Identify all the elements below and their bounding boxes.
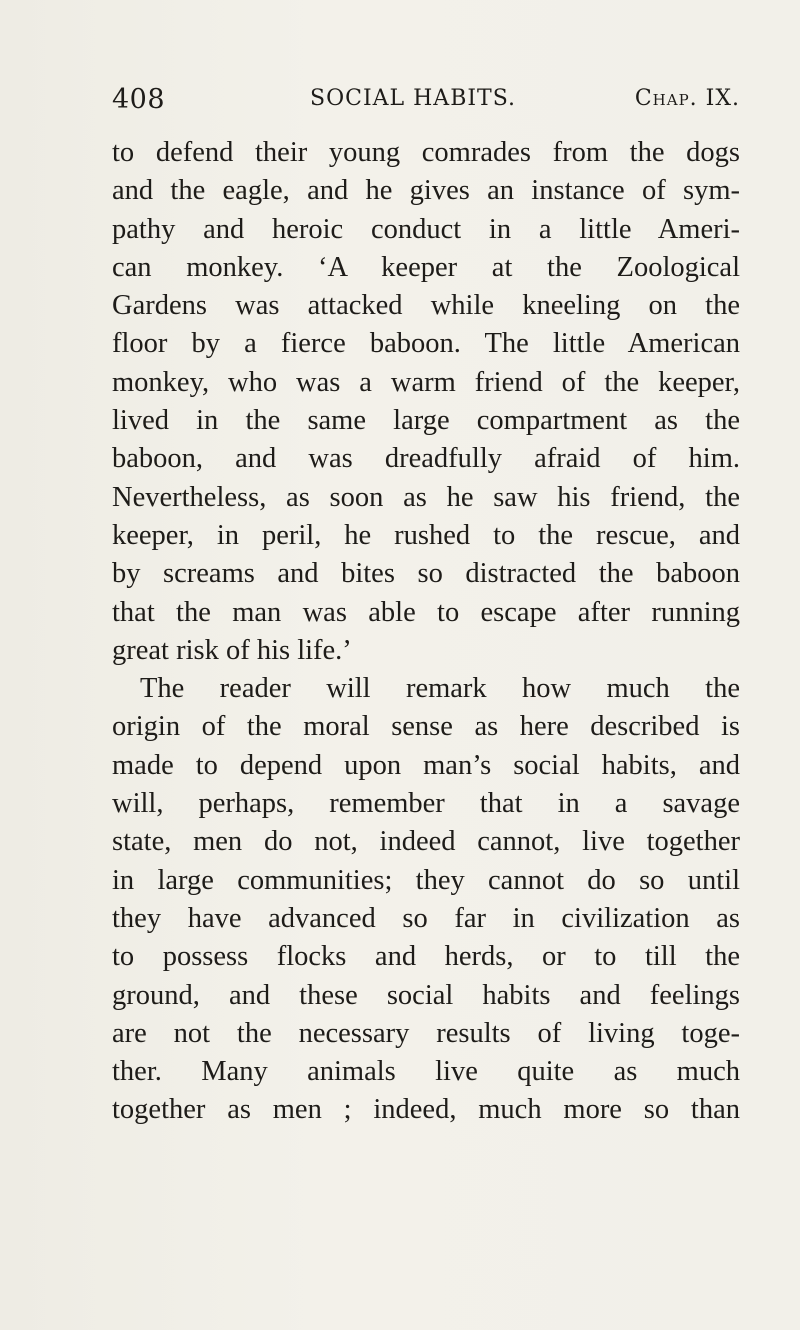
text-line: pathy and heroic conduct in a little Ameri- (112, 213, 740, 245)
text-line: baboon, and was dreadfully afraid of him. (112, 443, 740, 475)
text-line: in large communities; they cannot do so until (112, 864, 740, 896)
text-line: great risk of his life.’ (112, 634, 352, 666)
text-line: ther. Many animals live quite as much (112, 1056, 740, 1088)
text-line: state, men do not, indeed cannot, live together (112, 826, 740, 858)
text-line: lived in the same large compartment as the (112, 405, 740, 437)
body-text (112, 134, 740, 1130)
text-line: are not the necessary results of living toge- (112, 1017, 740, 1049)
text-line: to possess flocks and herds, or to till the (112, 941, 740, 973)
text-line: to defend their young comrades from the dogs (112, 137, 740, 168)
text-line: will, perhaps, remember that in a savage (112, 788, 740, 820)
text-line: keeper, in peril, he rushed to the rescue, and (112, 519, 740, 551)
page-number: 408 (112, 84, 166, 115)
chapter-label: Chap. IX. (634, 86, 740, 111)
text-line: and the eagle, and he gives an instance of sym- (112, 175, 740, 207)
text-line: by screams and bites so distracted the baboon (112, 558, 740, 590)
text-line: Nevertheless, as soon as he saw his friend, the (112, 481, 740, 513)
text-line: The reader will remark how much the (140, 673, 740, 705)
text-line: monkey, who was a warm friend of the keeper, (112, 366, 740, 398)
text-line: floor by a fierce baboon. The little American (112, 328, 740, 360)
text-line: Gardens was attacked while kneeling on the (112, 290, 740, 322)
text-line: they have advanced so far in civilization as (112, 902, 740, 934)
text-line: can monkey. ‘A keeper at the Zoological (112, 251, 740, 283)
text-line: origin of the moral sense as here described is (112, 711, 740, 743)
paragraph-2 (112, 670, 740, 1130)
text-line: together as men ; indeed, much more so than (112, 1094, 740, 1126)
running-title: SOCIAL HABITS. (310, 86, 517, 111)
text-line: made to depend upon man’s social habits, and (112, 749, 740, 781)
text-line: ground, and these social habits and feelings (112, 979, 740, 1011)
running-header (112, 84, 740, 116)
text-line: that the man was able to escape after running (112, 596, 740, 628)
paragraph-1 (112, 134, 740, 670)
